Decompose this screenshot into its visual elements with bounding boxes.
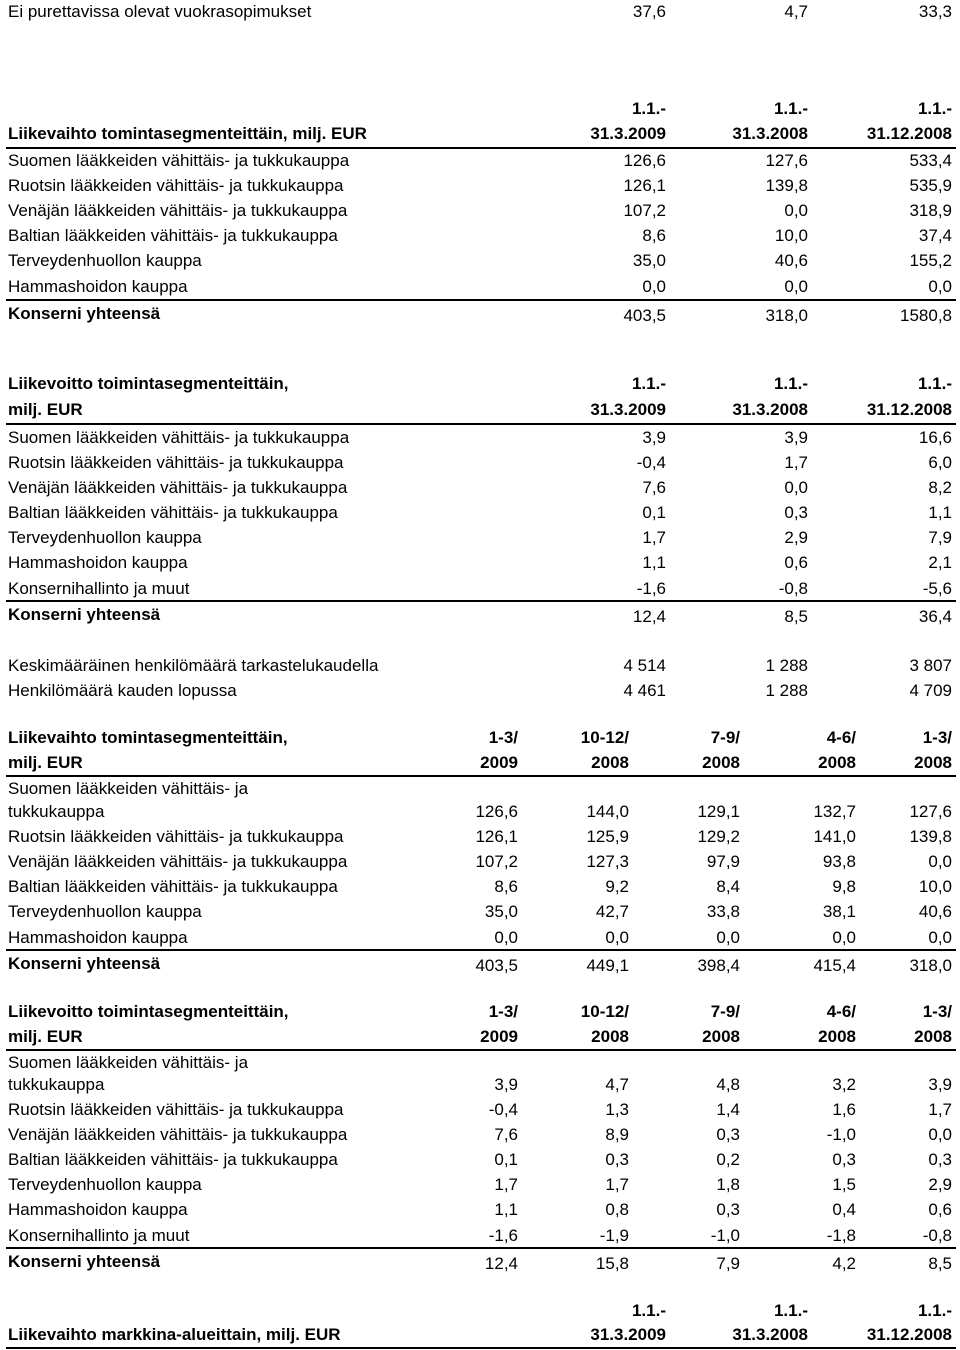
cell: -0,4 — [636, 453, 666, 472]
table5-title: Liikevaihto markkina-alueittain, milj. EUR — [8, 1325, 341, 1344]
cell: 0,3 — [716, 1125, 740, 1144]
row-label: Venäjän lääkkeiden vähittäis- ja tukkukauppa — [8, 852, 348, 871]
row-label: Hammashoidon kauppa — [8, 553, 188, 572]
cell: 2,9 — [928, 1175, 952, 1194]
cell: 0,0 — [605, 928, 629, 947]
cell: 107,2 — [623, 201, 666, 220]
row-label: Keskimääräinen henkilömäärä tarkastelukaudella — [8, 656, 379, 675]
cell: 1,5 — [832, 1175, 856, 1194]
cell: 0,3 — [832, 1150, 856, 1169]
row-label: Suomen lääkkeiden vähittäis- ja tukkukauppa — [8, 428, 350, 447]
row-label: Hammashoidon kauppa — [8, 928, 188, 947]
cell: 1,3 — [605, 1100, 629, 1119]
table5-header-top — [8, 1299, 952, 1323]
cell: 42,7 — [595, 902, 629, 921]
cell: 3,9 — [642, 428, 666, 447]
table1-header-bottom — [8, 122, 952, 146]
cell: 1,7 — [642, 528, 666, 547]
cell: -1,0 — [826, 1125, 856, 1144]
cell: 35,0 — [484, 902, 518, 921]
row-label: Suomen lääkkeiden vähittäis- ja tukkukauppa — [8, 151, 350, 170]
cell: 129,2 — [697, 827, 740, 846]
cell: 3 807 — [909, 656, 952, 675]
table3-title: Liikevaihto tomintasegmenteittäin, — [8, 728, 288, 747]
total-row — [8, 603, 952, 627]
row-label: tukkukauppa — [8, 1075, 105, 1094]
cell: 8,9 — [605, 1125, 629, 1144]
cell: 1,4 — [716, 1100, 740, 1119]
cell: 0,2 — [716, 1150, 740, 1169]
cell: 9,8 — [832, 877, 856, 896]
cell: 12,4 — [484, 1254, 518, 1273]
cell: 4 709 — [909, 681, 952, 700]
cell: 1580,8 — [900, 306, 952, 325]
total-label: Konserni yhteensä — [8, 954, 161, 973]
column-header: 1.1.- — [631, 99, 666, 118]
cell: 8,5 — [928, 1254, 952, 1273]
cell: 318,0 — [765, 306, 808, 325]
column-header: 7-9/ — [710, 728, 740, 747]
cell: 1,1 — [642, 553, 666, 572]
cell: 449,1 — [586, 956, 629, 975]
cell: -1,9 — [599, 1226, 629, 1245]
column-header: 31.12.2008 — [866, 124, 952, 143]
cell: 33,8 — [706, 902, 740, 921]
row-label: Hammashoidon kauppa — [8, 1200, 188, 1219]
table-row — [8, 577, 952, 601]
cell: 38,1 — [822, 902, 856, 921]
cell: -1,8 — [826, 1226, 856, 1245]
table-row — [8, 501, 952, 525]
column-header: 1.1.- — [917, 1301, 952, 1320]
table-row — [8, 900, 952, 924]
row-label: Baltian lääkkeiden vähittäis- ja tukkukauppa — [8, 1150, 338, 1169]
table-row — [8, 1148, 952, 1172]
column-header: 1.1.- — [631, 374, 666, 393]
column-header: 2008 — [914, 1027, 952, 1046]
cell: 0,0 — [784, 201, 808, 220]
cell: 4 514 — [623, 656, 666, 675]
cell: 0,1 — [494, 1150, 518, 1169]
table4-title: Liikevoitto toimintasegmenteittäin, — [8, 1002, 289, 1021]
cell: 36,4 — [918, 607, 952, 626]
table2-title: Liikevoitto toimintasegmenteittäin, — [8, 374, 289, 393]
column-header: 31.3.2009 — [590, 124, 666, 143]
table2-title-unit: milj. EUR — [8, 400, 83, 419]
cell: 93,8 — [822, 852, 856, 871]
row-label: Terveydenhuollon kauppa — [8, 902, 202, 921]
column-header: 4-6/ — [826, 728, 856, 747]
table-row — [8, 1098, 952, 1122]
column-header: 1.1.- — [631, 1301, 666, 1320]
column-header: 2008 — [702, 753, 740, 772]
cell: 0,3 — [784, 503, 808, 522]
column-header: 1.1.- — [773, 99, 808, 118]
divider — [6, 423, 956, 425]
row-label: Ruotsin lääkkeiden vähittäis- ja tukkukauppa — [8, 827, 344, 846]
cell: 0,6 — [928, 1200, 952, 1219]
cell: 139,8 — [909, 827, 952, 846]
row-label: Ruotsin lääkkeiden vähittäis- ja tukkukauppa — [8, 176, 344, 195]
table-row — [8, 1073, 952, 1097]
column-header: 2008 — [914, 753, 952, 772]
table-row — [8, 926, 952, 950]
column-header: 1.1.- — [773, 374, 808, 393]
cell: 10,0 — [918, 877, 952, 896]
table-row — [8, 476, 952, 500]
divider — [6, 949, 956, 951]
total-label: Konserni yhteensä — [8, 304, 161, 323]
cell: 4,7 — [784, 2, 808, 21]
column-header: 2008 — [591, 1027, 629, 1046]
cell: 33,3 — [918, 2, 952, 21]
table1-title: Liikevaihto tomintasegmenteittäin, milj. EUR — [8, 124, 367, 143]
column-header: 2008 — [818, 753, 856, 772]
cell: 126,6 — [475, 802, 518, 821]
table3-title-unit: milj. EUR — [8, 753, 83, 772]
cell: 37,4 — [918, 226, 952, 245]
table-row — [8, 249, 952, 273]
column-header: 1.1.- — [773, 1301, 808, 1320]
table-row — [8, 224, 952, 248]
table1-header-top — [8, 97, 952, 121]
cell: 40,6 — [918, 902, 952, 921]
total-label: Konserni yhteensä — [8, 605, 161, 624]
cell: 0,3 — [605, 1150, 629, 1169]
table2-header-top — [8, 372, 952, 396]
cell: 4,8 — [716, 1075, 740, 1094]
cell: 415,4 — [813, 956, 856, 975]
cell: 107,2 — [475, 852, 518, 871]
column-header: 1-3/ — [488, 1002, 518, 1021]
cell: 139,8 — [765, 176, 808, 195]
divider — [6, 600, 956, 602]
column-header: 31.12.2008 — [866, 1325, 952, 1344]
cell: 1,7 — [605, 1175, 629, 1194]
row-label: Hammashoidon kauppa — [8, 277, 188, 296]
table4-title-unit: milj. EUR — [8, 1027, 83, 1046]
cell: 141,0 — [813, 827, 856, 846]
cell: 1,7 — [784, 453, 808, 472]
total-row — [8, 1250, 952, 1274]
row-label: tukkukauppa — [8, 802, 105, 821]
column-header: 1.1.- — [917, 99, 952, 118]
table-row — [8, 174, 952, 198]
cell: 4,7 — [605, 1075, 629, 1094]
column-header: 10-12/ — [580, 728, 629, 747]
cell: 318,0 — [909, 956, 952, 975]
table2-header-bottom — [8, 398, 952, 422]
total-label: Konserni yhteensä — [8, 1252, 161, 1271]
cell: 97,9 — [706, 852, 740, 871]
column-header: 31.3.2009 — [590, 400, 666, 419]
cell: 4,2 — [832, 1254, 856, 1273]
row-label: Suomen lääkkeiden vähittäis- ja — [8, 1053, 249, 1072]
cell: 126,1 — [475, 827, 518, 846]
row-label: Terveydenhuollon kauppa — [8, 1175, 202, 1194]
column-header: 2008 — [702, 1027, 740, 1046]
cell: 126,6 — [623, 151, 666, 170]
table3-header-top — [8, 726, 952, 750]
cell: 0,0 — [928, 928, 952, 947]
cell: 318,9 — [909, 201, 952, 220]
cell: 4 461 — [623, 681, 666, 700]
column-header: 1-3/ — [922, 1002, 952, 1021]
cell: 132,7 — [813, 802, 856, 821]
table-row-label-line — [8, 777, 952, 801]
cell: 7,6 — [642, 478, 666, 497]
column-header: 31.3.2008 — [732, 400, 808, 419]
cell: 1,1 — [928, 503, 952, 522]
row-label: Baltian lääkkeiden vähittäis- ja tukkukauppa — [8, 877, 338, 896]
cell: 37,6 — [632, 2, 666, 21]
table4-header-top — [8, 1000, 952, 1024]
column-header: 1-3/ — [922, 728, 952, 747]
table-row-label-line — [8, 1051, 952, 1075]
table-row — [8, 451, 952, 475]
cell: 6,0 — [928, 453, 952, 472]
cell: 15,8 — [595, 1254, 629, 1273]
cell: 0,4 — [832, 1200, 856, 1219]
column-header: 31.12.2008 — [866, 400, 952, 419]
cell: 155,2 — [909, 251, 952, 270]
cell: 3,9 — [928, 1075, 952, 1094]
cell: 0,0 — [928, 1125, 952, 1144]
cell: 40,6 — [774, 251, 808, 270]
column-header: 7-9/ — [710, 1002, 740, 1021]
cell: 3,2 — [832, 1075, 856, 1094]
row-label: Venäjän lääkkeiden vähittäis- ja tukkukauppa — [8, 201, 348, 220]
cell: 2,1 — [928, 553, 952, 572]
table3-header-bottom — [8, 751, 952, 775]
cell: 8,2 — [928, 478, 952, 497]
row-label: Ruotsin lääkkeiden vähittäis- ja tukkukauppa — [8, 1100, 344, 1119]
cell: -0,4 — [488, 1100, 518, 1119]
row-label: Baltian lääkkeiden vähittäis- ja tukkukauppa — [8, 226, 338, 245]
table4-header-bottom — [8, 1025, 952, 1049]
column-header: 2009 — [480, 753, 518, 772]
cell: 126,1 — [623, 176, 666, 195]
cell: -1,6 — [488, 1226, 518, 1245]
table-row — [8, 275, 952, 299]
cell: 403,5 — [475, 956, 518, 975]
table-row — [8, 825, 952, 849]
cell: 0,0 — [716, 928, 740, 947]
cell: 1 288 — [765, 681, 808, 700]
divider — [6, 299, 956, 301]
column-header: 1.1.- — [917, 374, 952, 393]
table5-header-bottom — [8, 1323, 952, 1347]
cell: 0,3 — [928, 1150, 952, 1169]
column-header: 2009 — [480, 1027, 518, 1046]
row-label: Konsernihallinto ja muut — [8, 579, 190, 598]
column-header: 10-12/ — [580, 1002, 629, 1021]
column-header: 31.3.2009 — [590, 1325, 666, 1344]
cell: 125,9 — [586, 827, 629, 846]
cell: 16,6 — [918, 428, 952, 447]
table-row — [8, 1224, 952, 1248]
cell: 8,5 — [784, 607, 808, 626]
row-label: Suomen lääkkeiden vähittäis- ja — [8, 779, 249, 798]
row-label: Ei purettavissa olevat vuokrasopimukset — [8, 2, 312, 21]
table-row — [8, 551, 952, 575]
table-row — [8, 149, 952, 173]
row-label: Ruotsin lääkkeiden vähittäis- ja tukkukauppa — [8, 453, 344, 472]
cell: 7,9 — [716, 1254, 740, 1273]
cell: 0,0 — [928, 852, 952, 871]
cell: -1,6 — [636, 579, 666, 598]
cell: -0,8 — [922, 1226, 952, 1245]
cell: 0,0 — [832, 928, 856, 947]
cell: 0,3 — [716, 1200, 740, 1219]
table-row — [8, 1198, 952, 1222]
total-row — [8, 302, 952, 326]
table-row — [8, 199, 952, 223]
table-row — [8, 875, 952, 899]
cell: 8,6 — [494, 877, 518, 896]
cell: 1,6 — [832, 1100, 856, 1119]
cell: 0,0 — [642, 277, 666, 296]
column-header: 1-3/ — [488, 728, 518, 747]
cell: 3,9 — [494, 1075, 518, 1094]
row-label: Terveydenhuollon kauppa — [8, 528, 202, 547]
cell: 1,8 — [716, 1175, 740, 1194]
column-header: 2008 — [591, 753, 629, 772]
cell: 12,4 — [632, 607, 666, 626]
cell: -1,0 — [710, 1226, 740, 1245]
divider — [6, 1347, 956, 1349]
staff-row — [8, 679, 952, 703]
divider — [6, 1247, 956, 1249]
cell: 2,9 — [784, 528, 808, 547]
table-row — [8, 1123, 952, 1147]
row-label: Terveydenhuollon kauppa — [8, 251, 202, 270]
cell: 398,4 — [697, 956, 740, 975]
cell: 127,6 — [909, 802, 952, 821]
cell: 1 288 — [765, 656, 808, 675]
cell: 7,6 — [494, 1125, 518, 1144]
column-header: 2008 — [818, 1027, 856, 1046]
cell: 0,0 — [928, 277, 952, 296]
cell: 535,9 — [909, 176, 952, 195]
cell: 7,9 — [928, 528, 952, 547]
cell: 0,1 — [642, 503, 666, 522]
cell: 1,1 — [494, 1200, 518, 1219]
table-row — [8, 526, 952, 550]
table-row — [8, 1173, 952, 1197]
cell: 1,7 — [494, 1175, 518, 1194]
cell: 3,9 — [784, 428, 808, 447]
cell: 9,2 — [605, 877, 629, 896]
cell: 0,8 — [605, 1200, 629, 1219]
cell: 10,0 — [774, 226, 808, 245]
cell: -0,8 — [778, 579, 808, 598]
cell: 127,3 — [586, 852, 629, 871]
column-header: 31.3.2008 — [732, 1325, 808, 1344]
cell: 35,0 — [632, 251, 666, 270]
cell: 144,0 — [586, 802, 629, 821]
cell: 127,6 — [765, 151, 808, 170]
cell: 403,5 — [623, 306, 666, 325]
cell: 533,4 — [909, 151, 952, 170]
cell: 0,6 — [784, 553, 808, 572]
table-row — [8, 426, 952, 450]
cell: 0,0 — [784, 277, 808, 296]
lease-row — [8, 0, 952, 24]
cell: 8,4 — [716, 877, 740, 896]
staff-row — [8, 654, 952, 678]
row-label: Henkilömäärä kauden lopussa — [8, 681, 237, 700]
row-label: Venäjän lääkkeiden vähittäis- ja tukkukauppa — [8, 478, 348, 497]
total-row — [8, 952, 952, 976]
cell: 129,1 — [697, 802, 740, 821]
cell: -5,6 — [922, 579, 952, 598]
cell: 0,0 — [494, 928, 518, 947]
cell: 8,6 — [642, 226, 666, 245]
row-label: Venäjän lääkkeiden vähittäis- ja tukkukauppa — [8, 1125, 348, 1144]
table-row — [8, 850, 952, 874]
cell: 1,7 — [928, 1100, 952, 1119]
row-label: Baltian lääkkeiden vähittäis- ja tukkukauppa — [8, 503, 338, 522]
row-label: Konsernihallinto ja muut — [8, 1226, 190, 1245]
table-row — [8, 800, 952, 824]
column-header: 4-6/ — [826, 1002, 856, 1021]
cell: 0,0 — [784, 478, 808, 497]
column-header: 31.3.2008 — [732, 124, 808, 143]
